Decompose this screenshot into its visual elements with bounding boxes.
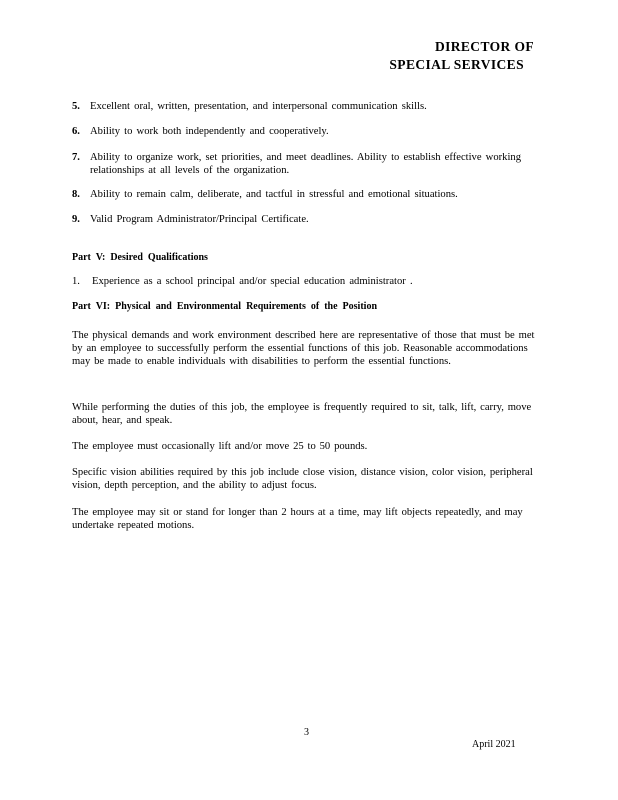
list-item-number: 8.	[72, 189, 80, 200]
paragraph: The employee may sit or stand for longer than 2 hours at a time, may lift objects repeatedly, and may undertake repeated motions.	[72, 507, 523, 531]
list-item-number: 7.	[72, 152, 80, 163]
list-item-text: Ability to remain calm, deliberate, and tactful in stressful and emotional situations.	[90, 189, 458, 200]
list-item-number: 5.	[72, 101, 80, 112]
page-number: 3	[304, 727, 309, 738]
list-item-number: 9.	[72, 214, 80, 225]
paragraph: Specific vision abilities required by this job include close vision, distance vision, color vision, peripheral vision, depth perception, and the ability to adjust focus.	[72, 467, 533, 491]
list-item-text: Ability to organize work, set priorities, and meet deadlines. Ability to establish effective working relationships at all levels of the organization.	[90, 152, 521, 176]
revision-date: April 2021	[472, 739, 516, 750]
list-item-text: Valid Program Administrator/Principal Certificate.	[90, 214, 309, 225]
title-line-1: DIRECTOR OF	[434, 39, 534, 54]
list-item-text: Excellent oral, written, presentation, and interpersonal communication skills.	[90, 101, 427, 112]
document-title	[389, 38, 534, 74]
list-item-number: 6.	[72, 126, 80, 137]
list-item-text: Ability to work both independently and cooperatively.	[90, 126, 329, 137]
list-item-text: Experience as a school principal and/or special education administrator .	[92, 276, 413, 287]
paragraph: The physical demands and work environment described here are representative of those that must be met by an employee to successfully perform the essential functions of this job. Reasonable accommodations may be made to enable individuals with disabilities to perform the essential functions.	[72, 330, 535, 367]
section-heading-part-6: Part VI: Physical and Environmental Requirements of the Position	[72, 301, 378, 312]
paragraph: The employee must occasionally lift and/or move 25 to 50 pounds.	[72, 441, 368, 452]
list-item-number: 1.	[72, 276, 80, 287]
title-line-2: SPECIAL SERVICES	[389, 57, 524, 72]
section-heading-part-5: Part V: Desired Qualifications	[72, 252, 208, 263]
paragraph: While performing the duties of this job, the employee is frequently required to sit, talk, lift, carry, move about, hear, and speak.	[72, 402, 532, 426]
